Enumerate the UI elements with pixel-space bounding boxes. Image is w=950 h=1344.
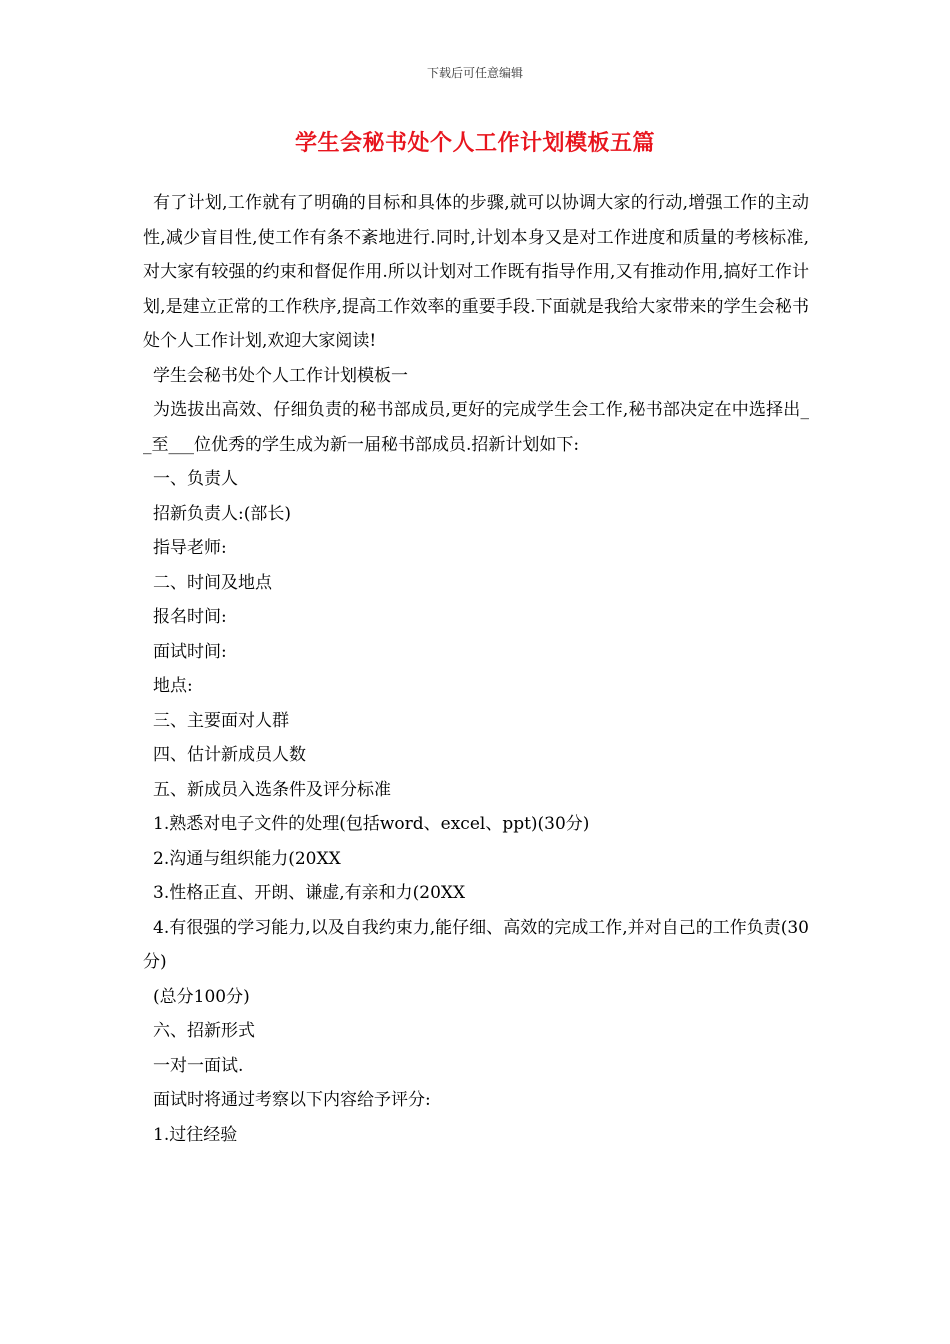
list-item: (总分100分) — [153, 986, 250, 1007]
list-item: 招新负责人:(部长) — [153, 503, 291, 524]
list-heading: 一、负责人 — [153, 469, 238, 489]
header-note: 下载后可任意编辑 — [426, 66, 523, 80]
list-heading: 二、时间及地点 — [153, 572, 272, 593]
list-item: 一对一面试. — [153, 1055, 244, 1076]
section-heading: 学生会秘书处个人工作计划模板一 — [153, 365, 408, 386]
document-body — [143, 186, 809, 1152]
list-item: 面试时将通过考察以下内容给予评分: — [153, 1090, 431, 1110]
list-item: 报名时间: — [153, 607, 227, 627]
list-item: 4.有很强的学习能力,以及自我约束力,能仔细、高效的完成工作,并对自己的工作负责(30分) — [143, 917, 809, 972]
list-item: 面试时间: — [153, 641, 227, 662]
list-heading: 四、估计新成员人数 — [153, 745, 306, 765]
list-heading: 五、新成员入选条件及评分标准 — [153, 779, 391, 800]
intro-paragraph: 有了计划,工作就有了明确的目标和具体的步骤,就可以协调大家的行动,增强工作的主动性,减少盲目性,使工作有条不紊地进行.同时,计划本身又是对工作进度和质量的考核标准,对大家有较强的约束和督促作用.所以计划对工作既有指导作用,又有推动作用,搞好工作计划,是建立正常的工作秩序,提高工作效率的重要手段.下面就是我给大家带来的学生会秘书处个人工作计划,欢迎大家阅读! — [143, 193, 809, 351]
list-heading: 六、招新形式 — [153, 1021, 255, 1041]
body-paragraph: 为选拔出高效、仔细负责的秘书部成员,更好的完成学生会工作,秘书部决定在中选择出__至___位优秀的学生成为新一届秘书部成员.招新计划如下: — [143, 400, 809, 455]
list-item: 1.过往经验 — [153, 1124, 238, 1145]
list-item: 指导老师: — [153, 538, 227, 558]
list-item: 2.沟通与组织能力(20XX — [153, 848, 341, 869]
list-item: 3.性格正直、开朗、谦虚,有亲和力(20XX — [153, 883, 466, 903]
list-heading: 三、主要面对人群 — [153, 710, 289, 731]
list-item: 地点: — [153, 676, 193, 696]
list-item: 1.熟悉对电子文件的处理(包括word、excel、ppt)(30分) — [153, 814, 590, 834]
page-title: 学生会秘书处个人工作计划模板五篇 — [294, 130, 655, 156]
